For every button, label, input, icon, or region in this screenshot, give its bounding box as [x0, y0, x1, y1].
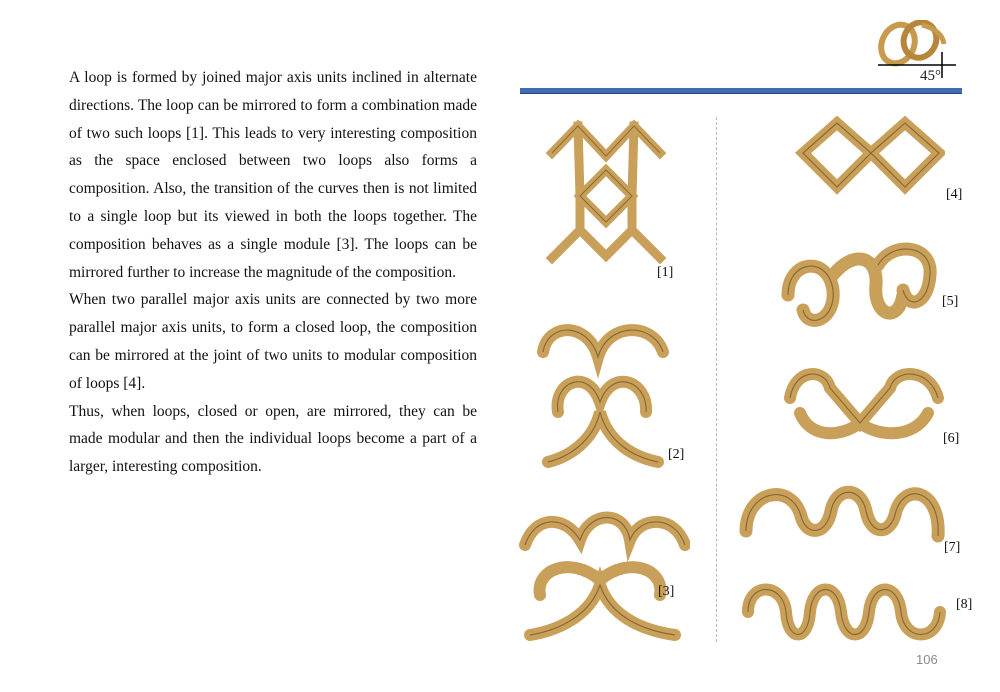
paragraph: Thus, when loops, closed or open, are mirrored, they can be made modular and then the individual loops become a part of a larger, interesting composition. [69, 402, 477, 476]
column-divider [716, 117, 717, 642]
figure-3-label: [3] [658, 584, 675, 599]
figure-7-label: [7] [944, 540, 961, 555]
header-rule [520, 88, 962, 94]
body-text [69, 64, 477, 481]
page-number: 106 [916, 652, 938, 667]
interlocking-rings-logo-icon [872, 20, 962, 84]
figure-8-label: [8] [956, 597, 973, 612]
figure-4-label: [4] [946, 187, 963, 202]
figure-4-photo [795, 115, 945, 207]
figure-6-photo [780, 358, 950, 450]
paragraph: A loop is formed by joined major axis units inclined in alternate directions. The loop can be mirrored to form a combination made of two such loops [1]. This leads to very interesting composition as the space enclosed between two loops also forms a composition. Also, the transition of the curves then is not limited to a single loop but its viewed in both the loops together. The composition behaves as a single module [3]. The loops can be mirrored further to increase the magnitude of the composition. [69, 69, 477, 281]
paragraph: When two parallel major axis units are connected by two more parallel major axis units, to form a closed loop, the composition can be mirrored at the joint of two units to modular composition of loops [4]. [69, 291, 477, 392]
figure-1-photo [540, 118, 675, 273]
figure-7-photo [736, 476, 948, 556]
logo-text: 45° [920, 68, 941, 84]
figure-6-label: [6] [943, 431, 960, 446]
figure-2-label: [2] [668, 447, 685, 462]
figure-3-photo [515, 500, 690, 650]
figure-8-photo [738, 572, 950, 654]
figure-1-label: [1] [657, 265, 674, 280]
figure-5-label: [5] [942, 294, 959, 309]
figure-2-photo [528, 312, 678, 480]
figure-5-photo [778, 235, 940, 340]
